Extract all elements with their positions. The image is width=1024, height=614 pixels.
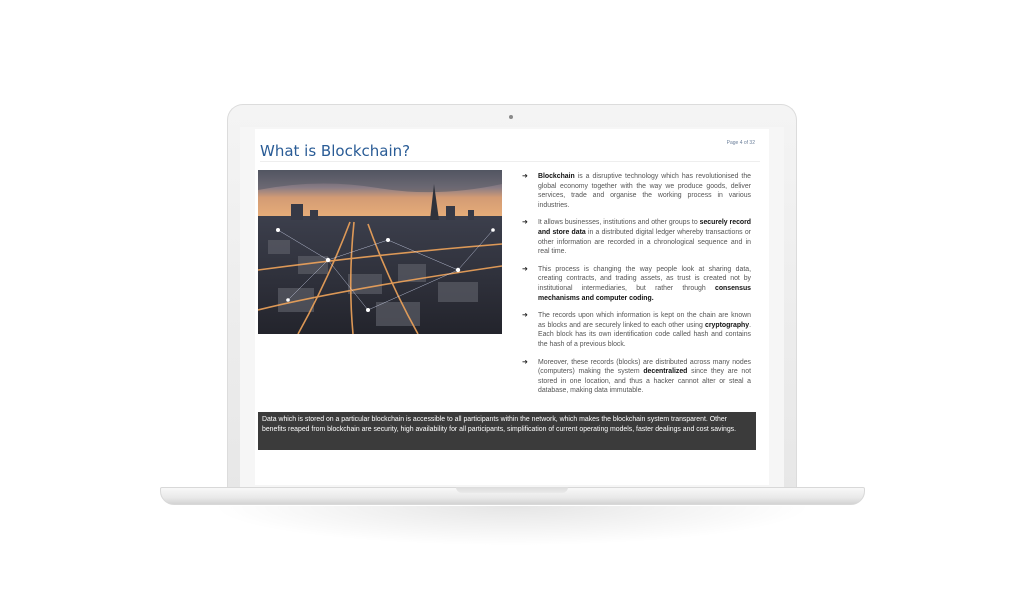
bullet-text: is a disruptive technology which has revolutionised the global economy together with the way we produce goods, deliver services, trade and organise the working process in various industries. [538, 173, 751, 209]
slide-title: What is Blockchain? [260, 142, 411, 160]
bullet-list [522, 172, 751, 404]
bullet-text: since they are not stored in one location, and thus a hacker cannot alter or steal a database, making data immutable. [538, 368, 752, 395]
bullet-emphasis: Blockchain [538, 173, 575, 180]
arrow-right-icon: ➜ [522, 312, 528, 320]
bullet-item [522, 358, 751, 396]
bullet-text: The records upon which information is kept on the chain are known as blocks and are securely linked to each other using [538, 312, 751, 329]
city-skyline-network-photo [258, 170, 502, 334]
bullet-item [522, 172, 751, 210]
page-number: Page 4 of 32 [726, 140, 755, 146]
arrow-right-icon: ➜ [522, 173, 528, 180]
laptop-notch [456, 487, 568, 493]
arrow-right-icon: ➜ [522, 265, 528, 273]
bullet-text: . Each block has its own identification code called hash and contains the hash of a previous block. [538, 321, 751, 348]
summary-box: Data which is stored on a particular blockchain is accessible to all participants within the network, which makes the blockchain system transparent. Other benefits reaped from blockchain are security, high availability for all participants, simplification of current operating models, faster dealings and cost savings. [258, 412, 756, 450]
bullet-text: in a distributed digital ledger whereby transactions or other information are recorded in a chronological sequence and in real time. [538, 228, 751, 256]
laptop-screen [240, 127, 784, 487]
bullet-text: Moreover, these records (blocks) are distributed across many nodes (computers) making the system [538, 358, 751, 376]
arrow-right-icon: ➜ [522, 358, 528, 366]
bullet-item [522, 265, 751, 303]
webcam-icon [509, 115, 513, 119]
bullet-emphasis: consensus mechanisms and computer coding. [538, 284, 751, 302]
bullet-emphasis: securely record and store data [538, 219, 751, 236]
bullet-item [522, 311, 751, 349]
bullet-item [522, 218, 751, 256]
title-divider [260, 161, 760, 162]
laptop-shadow [210, 506, 814, 546]
arrow-right-icon: ➜ [522, 219, 528, 227]
bullet-emphasis: cryptography [705, 321, 750, 329]
bullet-text: It allows businesses, institutions and other groups to [538, 219, 700, 227]
bullet-emphasis: decentralized [643, 368, 688, 376]
bullet-text: This process is changing the way people look at sharing data, creating contracts, and trading assets, as trust is created not by institutional intermediaries, but rather through [538, 265, 751, 292]
document-slide [255, 129, 769, 485]
